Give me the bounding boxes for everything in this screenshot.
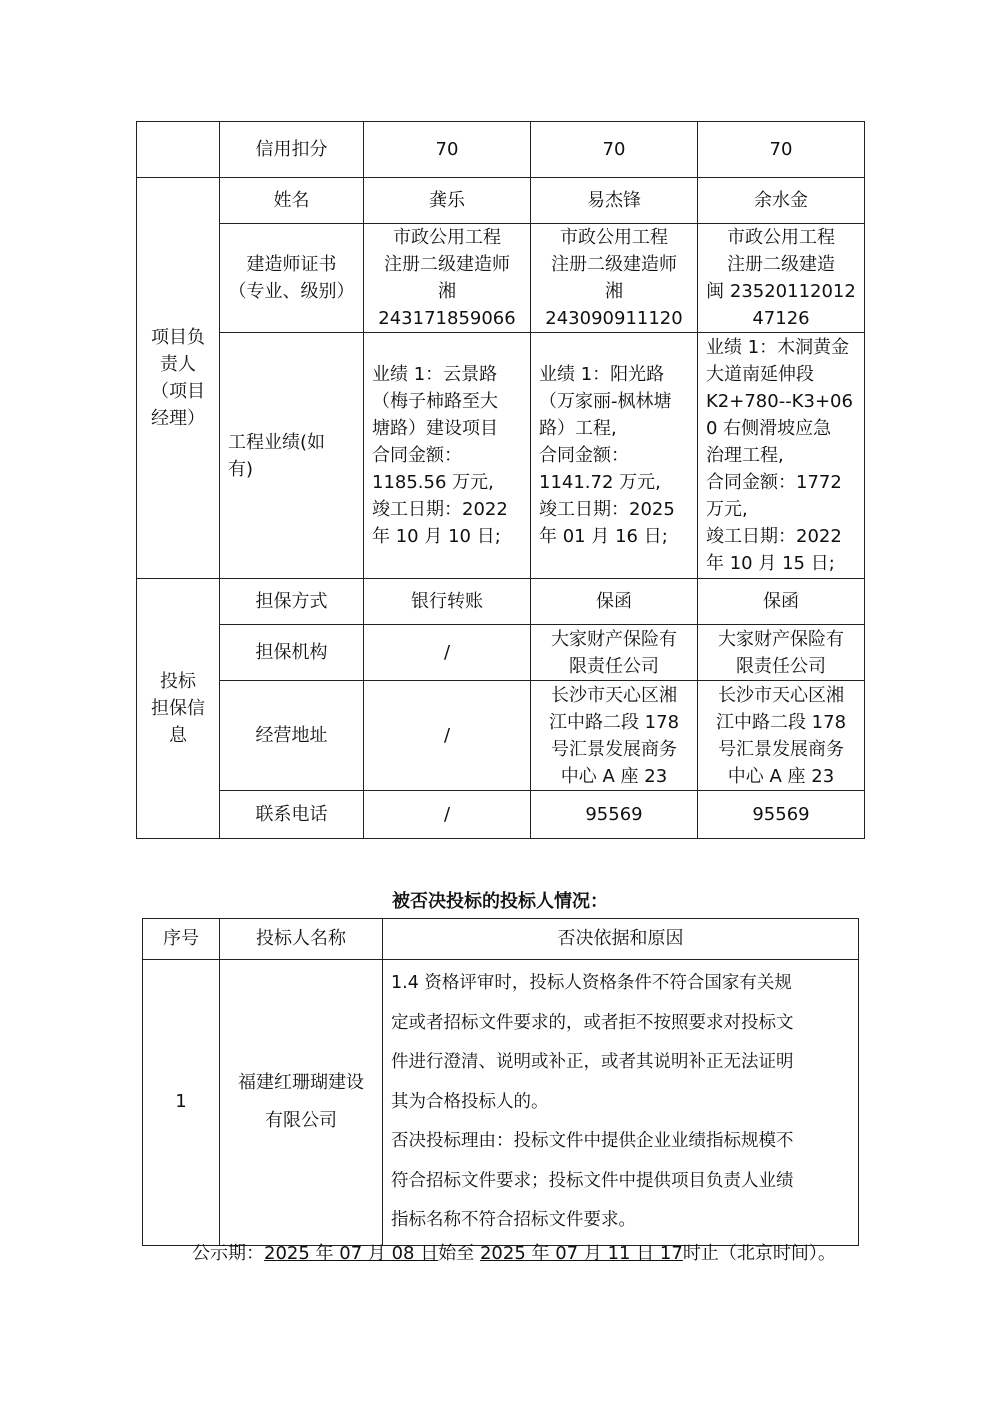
rejected-bidders-title: 被否决投标的投标人情况： [392,891,608,912]
guarantee-org-2: 大家财产保险有 限责任公司 [531,625,698,681]
business-address-1: / [364,681,531,791]
manager-name-3: 余水金 [698,178,865,224]
notice-start-date: 2025 年 07 月 08 日 [264,1243,439,1264]
notice-prefix: 公示期： [192,1243,264,1264]
certificate-value-2: 市政公用工程 注册二级建造师 湘 243090911120 [531,224,698,333]
performance-value-2: 业绩 1：阳光路 （万家丽-枫林塘 路）工程, 合同金额： 1141.72 万元, 竣工日期：2025 年 01 月 16 日; [531,333,698,579]
guarantee-org-row [137,625,865,681]
contact-phone-2: 95569 [531,791,698,839]
rejected-index: 1 [143,960,220,1246]
certificate-row [137,224,865,333]
manager-name-1: 龚乐 [364,178,531,224]
certificate-value-3: 市政公用工程 注册二级建造 闽 23520112012 47126 [698,224,865,333]
header-bidder-name: 投标人名称 [220,919,383,960]
contact-phone-row [137,791,865,839]
notice-middle: 始至 [438,1243,480,1264]
business-address-label: 经营地址 [220,681,364,791]
credit-value-2: 70 [531,122,698,178]
credit-value-1: 70 [364,122,531,178]
guarantee-org-label: 担保机构 [220,625,364,681]
contact-phone-1: / [364,791,531,839]
header-index: 序号 [143,919,220,960]
performance-row [137,333,865,579]
rejected-bidder-name: 福建红珊瑚建设 有限公司 [220,960,383,1246]
business-address-3: 长沙市天心区湘 江中路二段 178 号汇景发展商务 中心 A 座 23 [698,681,865,791]
business-address-2: 长沙市天心区湘 江中路二段 178 号汇景发展商务 中心 A 座 23 [531,681,698,791]
performance-value-1: 业绩 1：云景路 （梅子柿路至大 塘路）建设项目 合同金额： 1185.56 万元, 竣工日期：2022 年 10 月 10 日; [364,333,531,579]
header-rejection-reason: 否决依据和原因 [383,919,859,960]
performance-value-3: 业绩 1：木洞黄金 大道南延伸段 K2+780--K3+06 0 右侧滑坡应急 治理工程, 合同金额：1772 万元, 竣工日期：2022 年 10 月 15 日; [698,333,865,579]
guarantee-org-1: / [364,625,531,681]
notice-end-date: 2025 年 07 月 11 日 17 [479,1243,683,1264]
guarantee-method-1: 银行转账 [364,579,531,625]
rejected-bidders-table [142,918,859,1246]
notice-suffix: 时止（北京时间）。 [682,1243,836,1264]
credit-row [137,122,865,178]
guarantee-method-label: 担保方式 [220,579,364,625]
rejected-header-row [143,919,859,960]
guarantee-method-2: 保函 [531,579,698,625]
business-address-row [137,681,865,791]
manager-name-2: 易杰锋 [531,178,698,224]
performance-label: 工程业绩(如 有) [220,333,364,579]
guarantee-method-row [137,579,865,625]
project-manager-group-label: 项目负 责人 （项目 经理） [137,178,220,579]
contact-phone-3: 95569 [698,791,865,839]
empty-corner-cell [137,122,220,178]
publicity-period-notice [192,1240,836,1268]
bidder-info-table [136,121,865,839]
bid-guarantee-group-label: 投标 担保信 息 [137,579,220,839]
guarantee-org-3: 大家财产保险有 限责任公司 [698,625,865,681]
rejected-row [143,960,859,1246]
certificate-label: 建造师证书 （专业、级别） [220,224,364,333]
guarantee-method-3: 保函 [698,579,865,625]
credit-value-3: 70 [698,122,865,178]
manager-name-row [137,178,865,224]
manager-name-label: 姓名 [220,178,364,224]
certificate-value-1: 市政公用工程 注册二级建造师 湘 243171859066 [364,224,531,333]
credit-label: 信用扣分 [220,122,364,178]
contact-phone-label: 联系电话 [220,791,364,839]
rejected-reason: 1.4 资格评审时，投标人资格条件不符合国家有关规 定或者招标文件要求的，或者拒不按照要求对投标文 件进行澄清、说明或补正，或者其说明补正无法证明 其为合格投标人的。 否决投标理由：投标文件中提供企业业绩指标规模不 符合招标文件要求；投标文件中提供项目负责人业绩 指标名称不符合招标文件要求。 [383,960,859,1246]
